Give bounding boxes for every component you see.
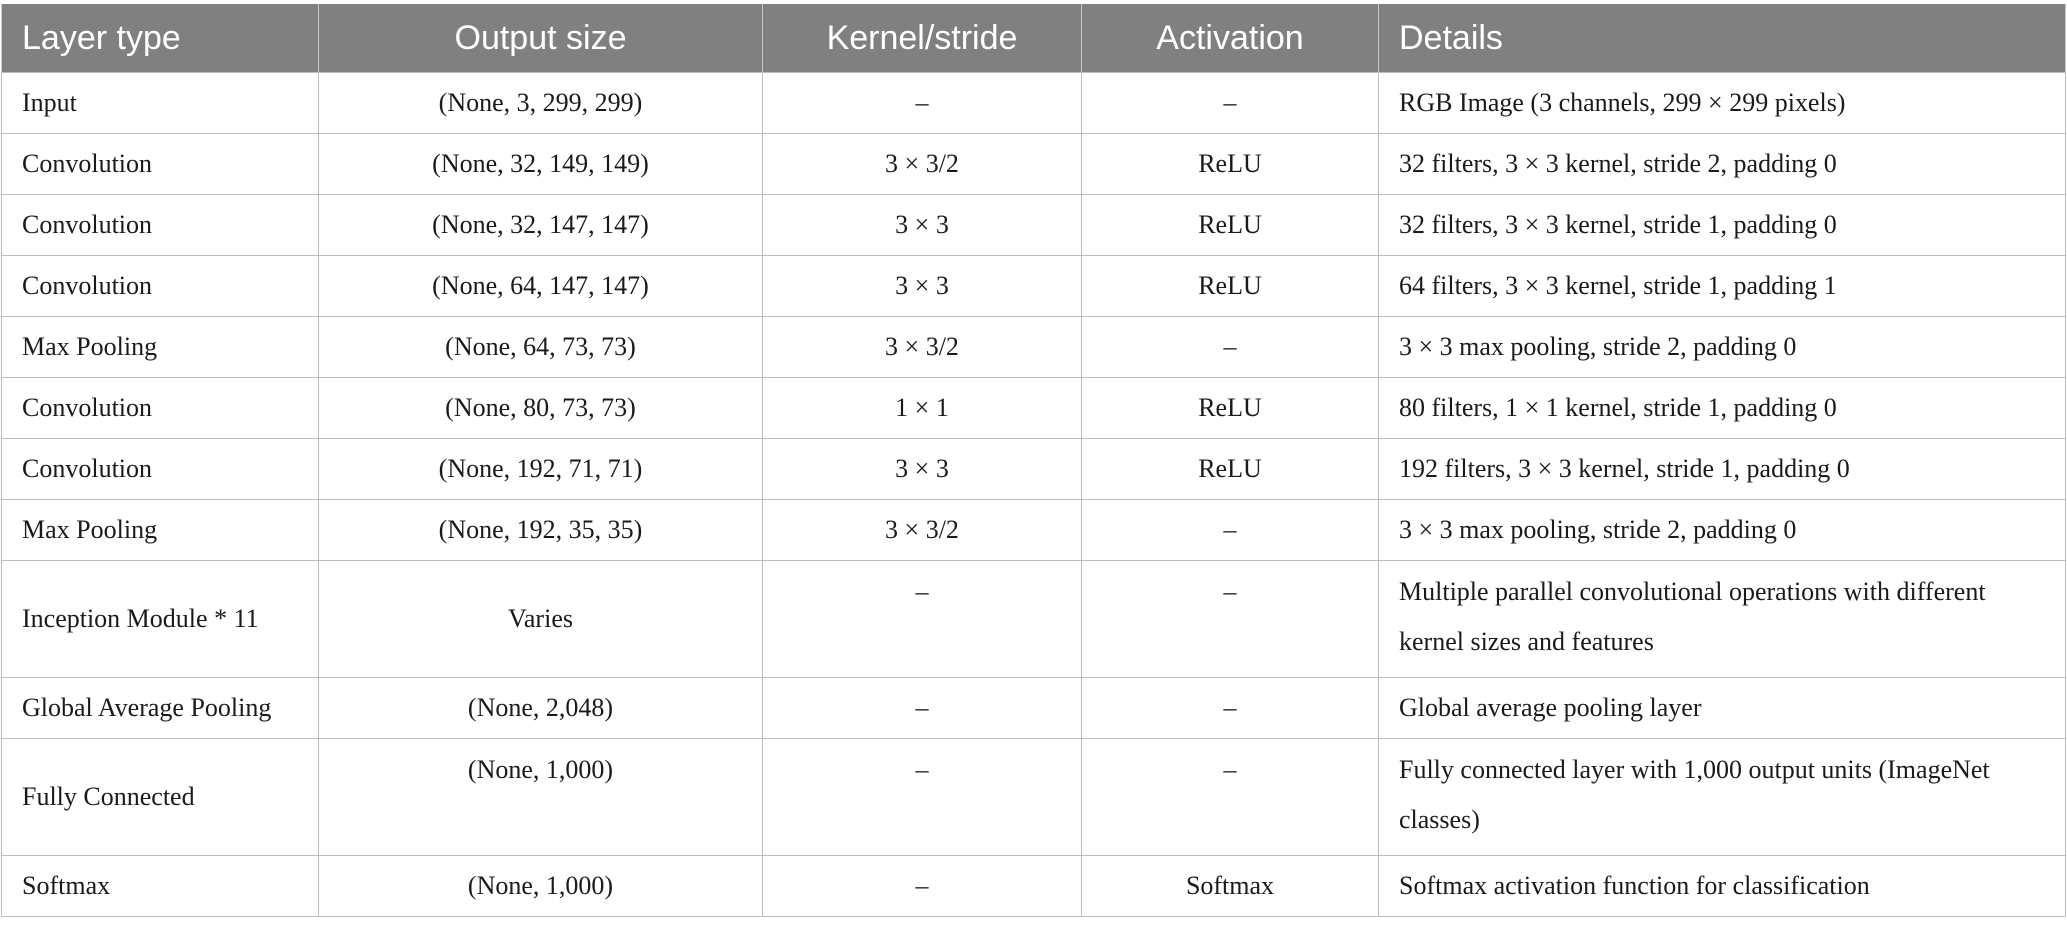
cell-kernel-stride: 3 × 3/2 [763, 134, 1082, 195]
cell-activation: – [1082, 561, 1379, 678]
cell-output-size: (None, 192, 71, 71) [319, 439, 763, 500]
cell-layer-type: Inception Module * 11 [2, 561, 319, 678]
cell-kernel-stride: 3 × 3 [763, 195, 1082, 256]
table-row [2, 134, 2066, 195]
cell-kernel-stride: 1 × 1 [763, 378, 1082, 439]
cell-details: 64 filters, 3 × 3 kernel, stride 1, padding 1 [1379, 256, 2066, 317]
cell-output-size: (None, 2,048) [319, 678, 763, 739]
layer-table [1, 4, 2066, 917]
cell-output-size: Varies [319, 561, 763, 678]
cell-kernel-stride: 3 × 3 [763, 256, 1082, 317]
cell-layer-type: Max Pooling [2, 317, 319, 378]
cell-activation: ReLU [1082, 134, 1379, 195]
cell-kernel-stride: 3 × 3/2 [763, 500, 1082, 561]
cell-layer-type: Global Average Pooling [2, 678, 319, 739]
cell-kernel-stride: – [763, 73, 1082, 134]
cell-layer-type: Convolution [2, 378, 319, 439]
table-row [2, 378, 2066, 439]
table-row [2, 73, 2066, 134]
cell-details: RGB Image (3 channels, 299 × 299 pixels) [1379, 73, 2066, 134]
table-row [2, 256, 2066, 317]
cell-details: Multiple parallel convolutional operations with different kernel sizes and features [1379, 561, 2066, 678]
cell-layer-type: Convolution [2, 195, 319, 256]
cell-activation: – [1082, 317, 1379, 378]
cell-layer-type: Fully Connected [2, 739, 319, 856]
cell-output-size: (None, 32, 149, 149) [319, 134, 763, 195]
table-row [2, 739, 2066, 856]
table-row [2, 195, 2066, 256]
cell-output-size: (None, 64, 147, 147) [319, 256, 763, 317]
table-row [2, 500, 2066, 561]
header-details: Details [1379, 4, 2066, 73]
header-output-size: Output size [319, 4, 763, 73]
cell-kernel-stride: – [763, 678, 1082, 739]
cell-output-size: (None, 80, 73, 73) [319, 378, 763, 439]
header-activation: Activation [1082, 4, 1379, 73]
cell-details: Global average pooling layer [1379, 678, 2066, 739]
cell-details: 3 × 3 max pooling, stride 2, padding 0 [1379, 317, 2066, 378]
cell-layer-type: Convolution [2, 439, 319, 500]
table-row [2, 561, 2066, 678]
cell-activation: ReLU [1082, 378, 1379, 439]
table-body [2, 73, 2066, 917]
table-row [2, 678, 2066, 739]
cell-kernel-stride: – [763, 739, 1082, 856]
cell-output-size: (None, 1,000) [319, 739, 763, 856]
cell-kernel-stride: 3 × 3 [763, 439, 1082, 500]
header-kernel-stride: Kernel/stride [763, 4, 1082, 73]
cell-layer-type: Convolution [2, 134, 319, 195]
cell-activation: ReLU [1082, 195, 1379, 256]
header-row [2, 4, 2066, 73]
cell-output-size: (None, 1,000) [319, 856, 763, 917]
cell-layer-type: Max Pooling [2, 500, 319, 561]
cell-activation: – [1082, 73, 1379, 134]
cell-layer-type: Convolution [2, 256, 319, 317]
cell-activation: ReLU [1082, 256, 1379, 317]
cell-layer-type: Input [2, 73, 319, 134]
cell-details: Softmax activation function for classification [1379, 856, 2066, 917]
header-layer-type: Layer type [2, 4, 319, 73]
table-header [2, 4, 2066, 73]
cell-activation: – [1082, 500, 1379, 561]
cell-details: 3 × 3 max pooling, stride 2, padding 0 [1379, 500, 2066, 561]
cell-details: Fully connected layer with 1,000 output units (ImageNet classes) [1379, 739, 2066, 856]
cell-details: 192 filters, 3 × 3 kernel, stride 1, padding 0 [1379, 439, 2066, 500]
cell-output-size: (None, 64, 73, 73) [319, 317, 763, 378]
cell-output-size: (None, 3, 299, 299) [319, 73, 763, 134]
cell-output-size: (None, 32, 147, 147) [319, 195, 763, 256]
cell-kernel-stride: – [763, 561, 1082, 678]
cell-details: 32 filters, 3 × 3 kernel, stride 1, padding 0 [1379, 195, 2066, 256]
cell-output-size: (None, 192, 35, 35) [319, 500, 763, 561]
table-row [2, 439, 2066, 500]
cell-activation: – [1082, 739, 1379, 856]
cell-kernel-stride: 3 × 3/2 [763, 317, 1082, 378]
cell-kernel-stride: – [763, 856, 1082, 917]
cell-activation: ReLU [1082, 439, 1379, 500]
cell-details: 32 filters, 3 × 3 kernel, stride 2, padding 0 [1379, 134, 2066, 195]
cell-layer-type: Softmax [2, 856, 319, 917]
table-row [2, 317, 2066, 378]
table-row [2, 856, 2066, 917]
cell-activation: – [1082, 678, 1379, 739]
cell-activation: Softmax [1082, 856, 1379, 917]
cell-details: 80 filters, 1 × 1 kernel, stride 1, padding 0 [1379, 378, 2066, 439]
